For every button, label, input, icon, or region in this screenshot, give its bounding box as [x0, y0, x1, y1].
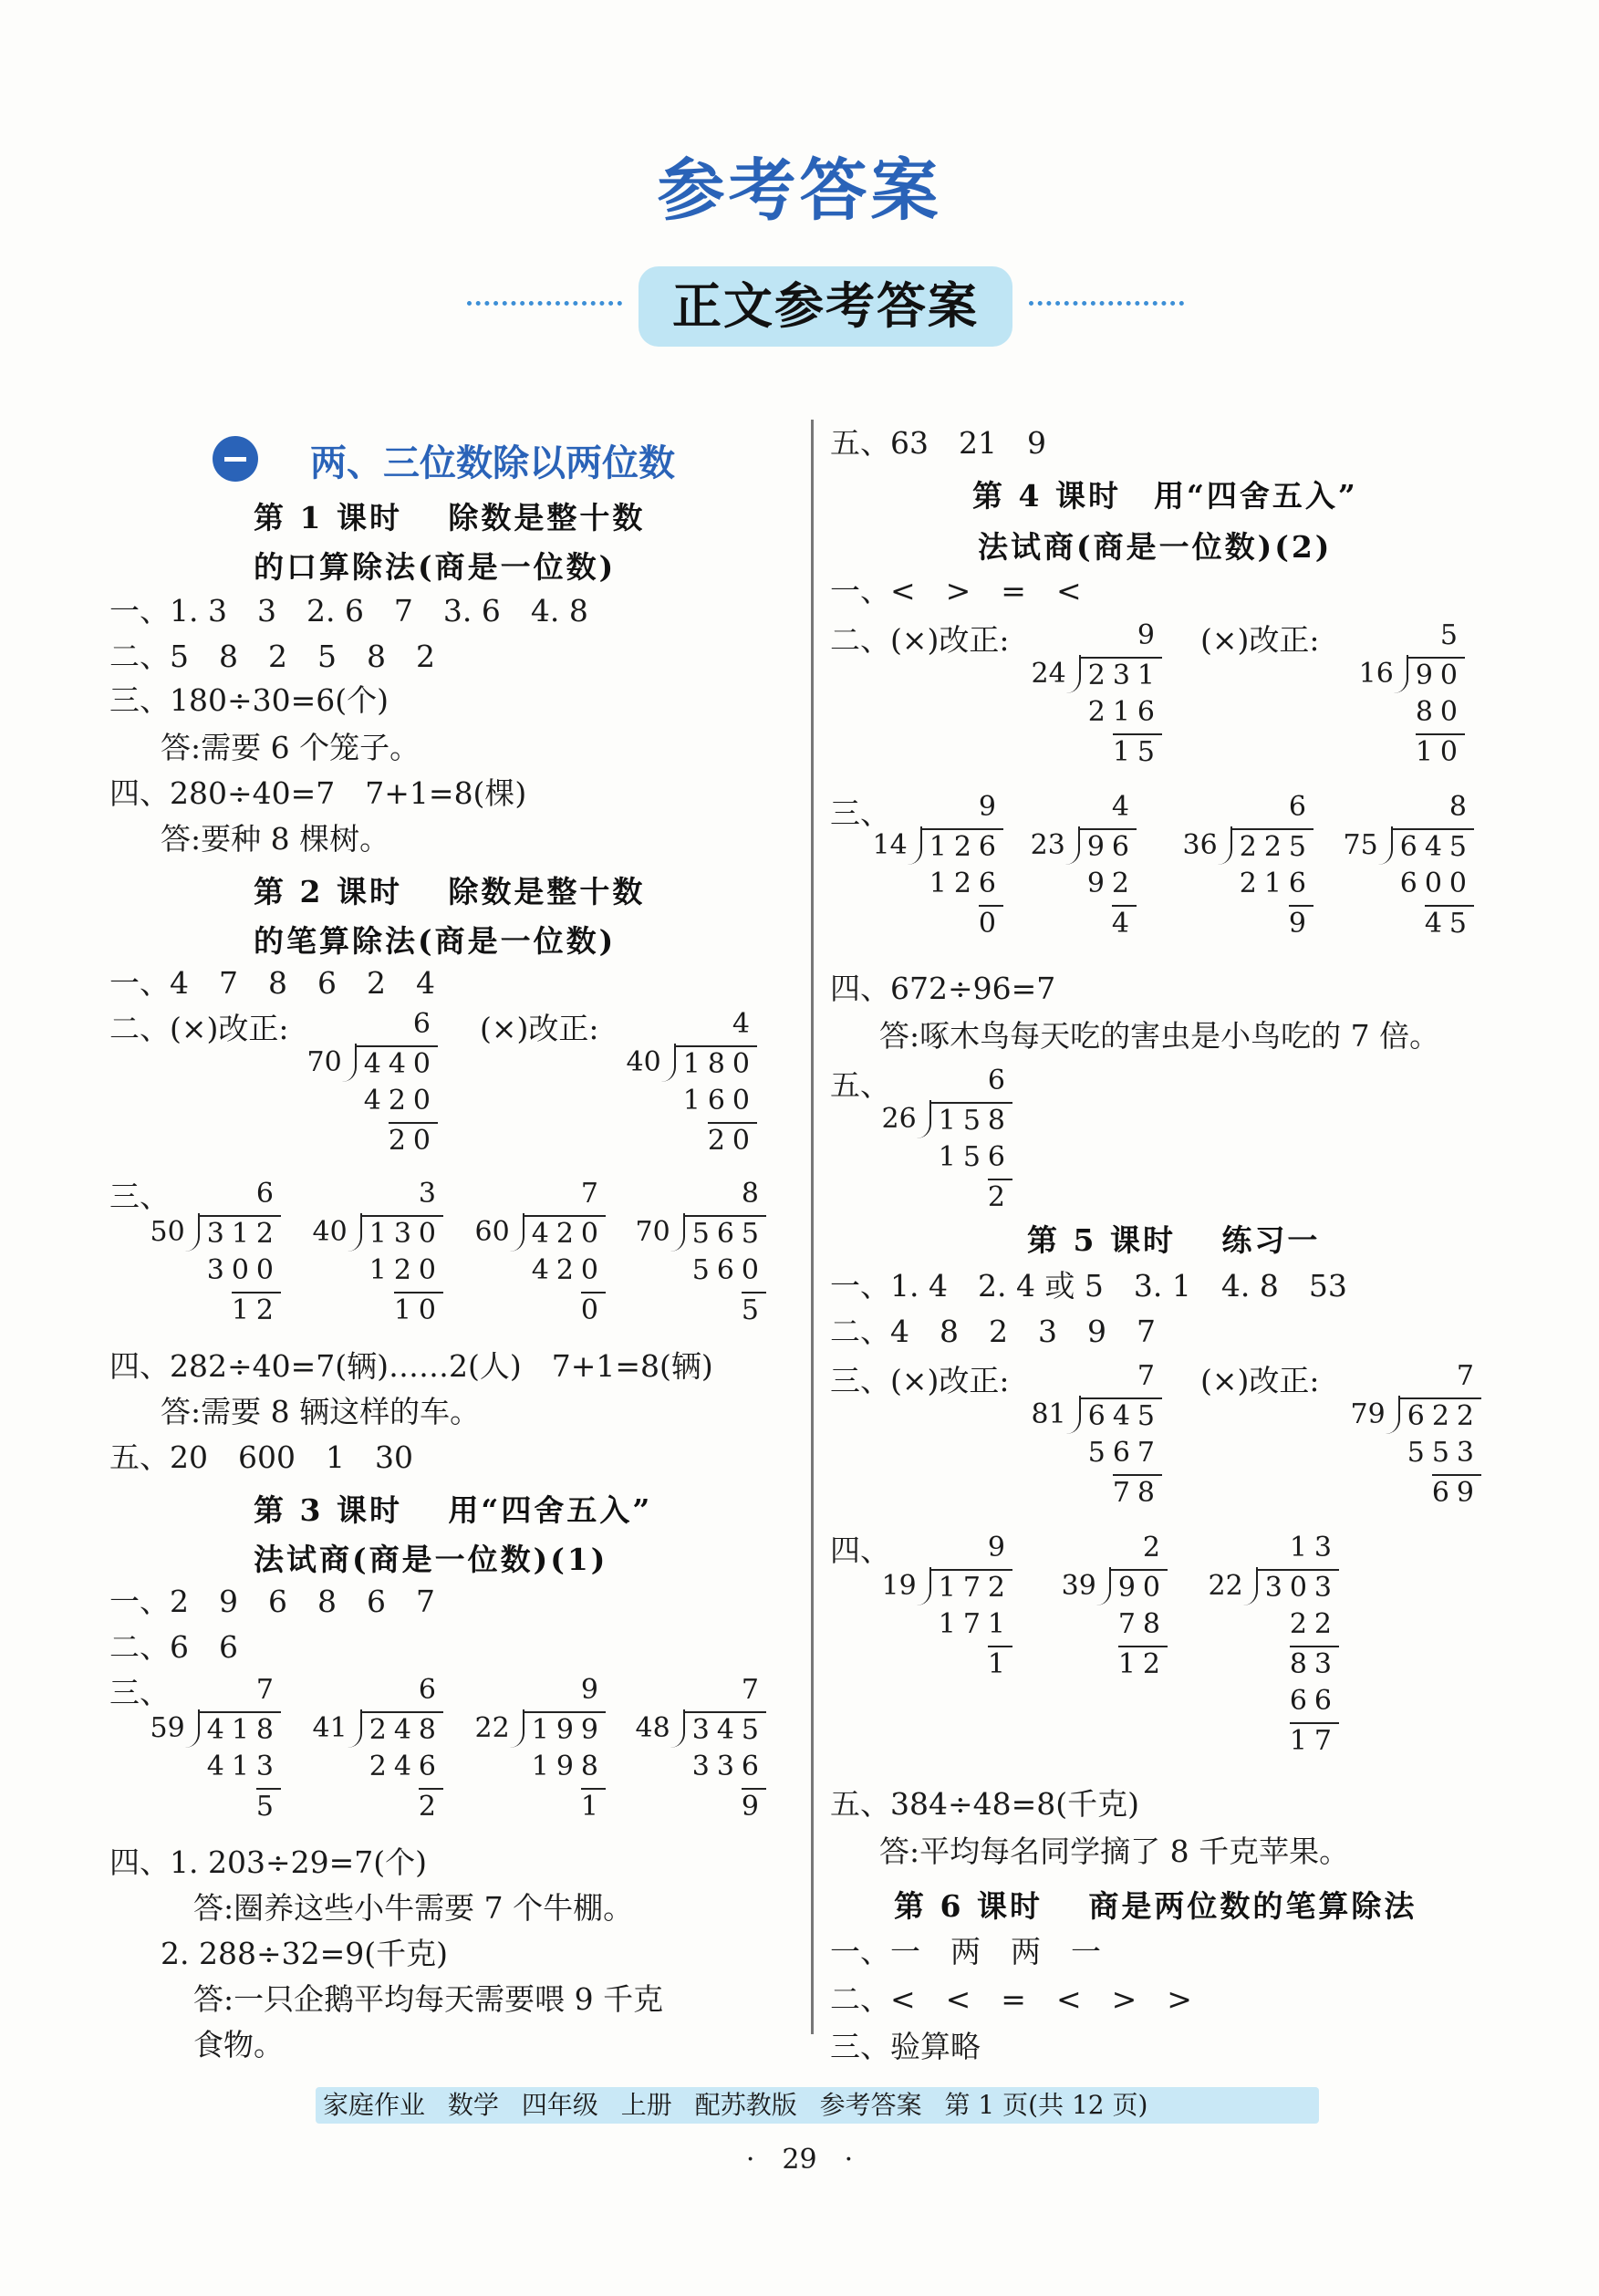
- answer-line: 三、验算略: [830, 2029, 981, 2064]
- answer-line: 二、5 8 2 5 8 2: [109, 639, 435, 674]
- quotient: 7: [741, 1674, 766, 1706]
- dividend: 96: [1078, 828, 1137, 865]
- divisor: 16: [1358, 658, 1394, 690]
- answer-line: 五、63 21 9: [830, 425, 1046, 461]
- dividend: 303: [1256, 1569, 1339, 1605]
- answer-line: 答:啄木鸟每天吃的害虫是小鸟吃的 7 倍。: [879, 1018, 1440, 1054]
- product: 156: [938, 1141, 1012, 1173]
- remainder: 4: [1112, 905, 1137, 941]
- page-number: · 29 ·: [745, 2144, 854, 2176]
- long-division: [620, 1007, 757, 1162]
- product: 420: [531, 1254, 606, 1286]
- answer-line: 四、1. 203÷29=7(个): [109, 1844, 427, 1880]
- remainder: 2: [988, 1179, 1012, 1215]
- answer-line: 一、1. 3 3 2. 6 7 3. 6 4. 8: [109, 593, 588, 629]
- dividend: 199: [523, 1711, 606, 1748]
- section-banner: 正文参考答案: [639, 266, 1012, 347]
- remainder: 0: [979, 905, 1003, 941]
- divisor: 41: [312, 1712, 348, 1744]
- answer-line: 答:要种 8 棵树。: [161, 821, 390, 857]
- dividend: 231: [1079, 657, 1162, 693]
- divisor: 23: [1030, 829, 1065, 861]
- dividend: 158: [929, 1102, 1012, 1138]
- footer-item: 家庭作业: [323, 2090, 426, 2120]
- quotient: 13: [1289, 1532, 1339, 1564]
- product: 78: [1117, 1608, 1168, 1640]
- footer-item: 参考答案: [819, 2090, 922, 2120]
- divisor: 70: [635, 1216, 670, 1248]
- remainder: 9: [742, 1788, 766, 1824]
- long-division: [1343, 790, 1474, 945]
- quotient: 4: [1111, 791, 1137, 823]
- column-divider: [811, 420, 814, 2034]
- long-division: [1355, 618, 1465, 774]
- quotient: 6: [255, 1178, 281, 1210]
- answer-line: 三、: [830, 795, 890, 831]
- answer-line: 五、384÷48=8(千克): [830, 1786, 1140, 1822]
- answer-line: 五、: [830, 1067, 890, 1103]
- dividend: 248: [360, 1711, 443, 1748]
- banner-dots-left: [467, 301, 622, 313]
- answer-line: 一、1. 4 2. 4 或 5 3. 1 4. 8 53: [830, 1268, 1347, 1304]
- divisor: 19: [881, 1570, 917, 1602]
- lesson-2-heading-2: 的笔算除法(商是一位数): [254, 923, 617, 959]
- quotient: 6: [418, 1674, 443, 1706]
- answer-line: 三、(×)改正:: [830, 1363, 1010, 1398]
- remainder: 1: [581, 1788, 606, 1824]
- lesson-1-heading: 第 1 课时 除数是整十数: [254, 500, 646, 535]
- product: 80: [1415, 696, 1465, 728]
- divisor: 60: [474, 1216, 510, 1248]
- product: 120: [369, 1254, 443, 1286]
- remainder: 2: [419, 1788, 443, 1824]
- answer-line: 答:平均每名同学摘了 8 千克苹果。: [879, 1834, 1350, 1869]
- long-division: [474, 1673, 606, 1828]
- answer-line: 五、20 600 1 30: [109, 1439, 413, 1475]
- unit-title: 两、三位数除以两位数: [310, 442, 675, 484]
- quotient: 6: [1288, 791, 1313, 823]
- answer-line: 答:一只企鹅平均每天需要喂 9 千克: [193, 1981, 664, 2017]
- answer-line: 三、180÷30=6(个): [109, 682, 389, 718]
- lesson-5-heading: 第 5 课时 练习一: [1027, 1222, 1321, 1258]
- lesson-4-heading: 第 4 课时 用“四舍五入”: [972, 478, 1358, 514]
- divisor: 39: [1061, 1570, 1096, 1602]
- product: 420: [363, 1085, 438, 1117]
- remainder: 12: [232, 1292, 281, 1328]
- dividend: 90: [1407, 657, 1465, 693]
- divisor: 40: [312, 1216, 348, 1248]
- quotient: 7: [1137, 1360, 1162, 1392]
- quotient: 5: [1439, 619, 1465, 651]
- lesson-6-heading: 第 6 课时 商是两位数的笔算除法: [894, 1888, 1417, 1924]
- dividend: 645: [1391, 828, 1474, 865]
- divisor: 14: [872, 829, 908, 861]
- divisor: 59: [150, 1712, 185, 1744]
- answer-line: 二、(×)改正:: [109, 1011, 289, 1046]
- long-division: [474, 1177, 606, 1332]
- dividend: 645: [1079, 1397, 1162, 1434]
- lesson-3-heading-2: 法试商(商是一位数)(1): [254, 1542, 608, 1577]
- answer-line: 答:圈养这些小牛需要 7 个牛棚。: [193, 1890, 634, 1926]
- dividend: 420: [523, 1215, 606, 1252]
- footer-item: 数学: [447, 2090, 499, 2120]
- product: 126: [929, 867, 1003, 899]
- answer-line: 四、: [830, 1532, 890, 1568]
- divisor: 22: [1208, 1570, 1243, 1602]
- answer-line: 三、: [109, 1179, 170, 1214]
- long-division: [1202, 1531, 1339, 1768]
- answer-line: 三、: [109, 1675, 170, 1710]
- product: 300: [206, 1254, 281, 1286]
- long-division: [876, 1531, 1012, 1686]
- remainder: 20: [708, 1122, 757, 1158]
- quotient: 9: [580, 1674, 606, 1706]
- quotient: 8: [741, 1178, 766, 1210]
- product: 216: [1239, 867, 1313, 899]
- remainder: 10: [394, 1292, 443, 1328]
- long-division: [1030, 790, 1137, 945]
- remainder: 15: [1113, 733, 1162, 770]
- remainder: 12: [1118, 1646, 1168, 1682]
- dividend: 225: [1230, 828, 1313, 865]
- remainder: 83: [1290, 1646, 1339, 1682]
- unit-number-icon: [213, 436, 258, 482]
- product: 66: [1289, 1685, 1339, 1717]
- quotient: 9: [987, 1532, 1012, 1564]
- answer-line: 一、一 两 两 一: [830, 1934, 1101, 1969]
- long-division: [1031, 618, 1162, 774]
- answer-line: 二、6 6: [109, 1629, 238, 1665]
- divisor: 81: [1031, 1398, 1066, 1430]
- divisor: 22: [474, 1712, 510, 1744]
- answer-line: 四、282÷40=7(辆)……2(人) 7+1=8(辆): [109, 1348, 713, 1384]
- answer-line: 二、4 8 2 3 9 7: [830, 1314, 1156, 1349]
- remainder: 45: [1425, 905, 1474, 941]
- footer-item: 配苏教版: [694, 2090, 797, 2120]
- answer-line: 一、2 9 6 8 6 7: [109, 1584, 435, 1619]
- product: 22: [1289, 1608, 1339, 1640]
- answer-line: 答:需要 6 个笼子。: [161, 730, 421, 765]
- banner-dots-right: [1029, 301, 1184, 313]
- product: 553: [1407, 1437, 1481, 1469]
- long-division: [872, 790, 1003, 945]
- answer-line: (×)改正:: [1200, 622, 1320, 658]
- answer-line: (×)改正:: [480, 1011, 599, 1046]
- product: 600: [1399, 867, 1474, 899]
- remainder: 5: [742, 1292, 766, 1328]
- quotient: 7: [1456, 1360, 1481, 1392]
- product: 160: [682, 1085, 757, 1117]
- dividend: 622: [1398, 1397, 1481, 1434]
- product: 246: [369, 1751, 443, 1782]
- divisor: 79: [1350, 1398, 1386, 1430]
- answer-line: 一、4 7 8 6 2 4: [109, 965, 435, 1001]
- answer-line: 二、< < = < > >: [830, 1981, 1192, 2017]
- long-division: [312, 1177, 443, 1332]
- quotient: 4: [732, 1008, 757, 1040]
- remainder: 5: [256, 1788, 281, 1824]
- answer-line: 四、672÷96=7: [830, 971, 1056, 1006]
- dividend: 172: [929, 1569, 1012, 1605]
- answer-line: (×)改正:: [1200, 1363, 1320, 1398]
- divisor: 24: [1031, 658, 1066, 690]
- quotient: 6: [987, 1065, 1012, 1096]
- footer-bar: [316, 2087, 1319, 2124]
- quotient: 7: [255, 1674, 281, 1706]
- long-division: [150, 1177, 281, 1332]
- quotient: 8: [1448, 791, 1474, 823]
- lesson-4-heading-2: 法试商(商是一位数)(2): [978, 529, 1333, 565]
- quotient: 3: [418, 1178, 443, 1210]
- quotient: 2: [1142, 1532, 1168, 1564]
- dividend: 345: [683, 1711, 766, 1748]
- quotient: 9: [978, 791, 1003, 823]
- product: 171: [938, 1608, 1012, 1640]
- lesson-1-heading-2: 的口算除法(商是一位数): [254, 549, 617, 585]
- footer-item: 第 1 页(共 12 页): [944, 2090, 1148, 2120]
- long-division: [1049, 1531, 1168, 1686]
- product: 336: [691, 1751, 766, 1782]
- remainder: 69: [1432, 1474, 1481, 1511]
- remainder: 9: [1289, 905, 1313, 941]
- product: 567: [1087, 1437, 1162, 1469]
- divisor: 50: [150, 1216, 185, 1248]
- lesson-3-heading: 第 3 课时 用“四舍五入”: [254, 1492, 653, 1528]
- remainder: 0: [581, 1292, 606, 1328]
- quotient: 9: [1137, 619, 1162, 651]
- remainder: 78: [1113, 1474, 1162, 1511]
- long-division: [635, 1177, 766, 1332]
- remainder: 1: [988, 1646, 1012, 1682]
- divisor: 36: [1182, 829, 1218, 861]
- product: 198: [531, 1751, 606, 1782]
- dividend: 180: [674, 1045, 757, 1082]
- long-division: [301, 1007, 438, 1162]
- long-division: [1182, 790, 1313, 945]
- answer-line: 二、(×)改正:: [830, 622, 1010, 658]
- answer-line: 2. 288÷32=9(千克): [161, 1936, 448, 1971]
- dividend: 90: [1109, 1569, 1168, 1605]
- dividend: 126: [920, 828, 1003, 865]
- product: 413: [206, 1751, 281, 1782]
- answer-line: 一、< > = <: [830, 573, 1082, 608]
- long-division: [150, 1673, 281, 1828]
- product: 216: [1087, 696, 1162, 728]
- footer-item: 上册: [620, 2090, 672, 2120]
- dividend: 418: [198, 1711, 281, 1748]
- answer-line: 四、280÷40=7 7+1=8(棵): [109, 775, 527, 811]
- long-division: [1350, 1359, 1481, 1514]
- answer-line: 答:需要 8 辆这样的车。: [161, 1394, 481, 1429]
- product: 560: [691, 1254, 766, 1286]
- dividend: 440: [355, 1045, 438, 1082]
- remainder: 20: [389, 1122, 438, 1158]
- divisor: 75: [1343, 829, 1378, 861]
- remainder: 10: [1416, 733, 1465, 770]
- divisor: 70: [306, 1046, 342, 1078]
- dividend: 565: [683, 1215, 766, 1252]
- remainder: 17: [1290, 1722, 1339, 1759]
- product: 92: [1086, 867, 1137, 899]
- long-division: [312, 1673, 443, 1828]
- answer-line: 食物。: [193, 2027, 284, 2062]
- page-title: 参考答案: [657, 151, 942, 230]
- dividend: 130: [360, 1215, 443, 1252]
- lesson-2-heading: 第 2 课时 除数是整十数: [254, 874, 646, 909]
- long-division: [876, 1064, 1012, 1219]
- long-division: [1031, 1359, 1162, 1514]
- quotient: 6: [412, 1008, 438, 1040]
- quotient: 7: [580, 1178, 606, 1210]
- divisor: 48: [635, 1712, 670, 1744]
- long-division: [635, 1673, 766, 1828]
- divisor: 40: [626, 1046, 661, 1078]
- footer-item: 四年级: [521, 2090, 598, 2120]
- dividend: 312: [198, 1215, 281, 1252]
- divisor: 26: [881, 1103, 917, 1135]
